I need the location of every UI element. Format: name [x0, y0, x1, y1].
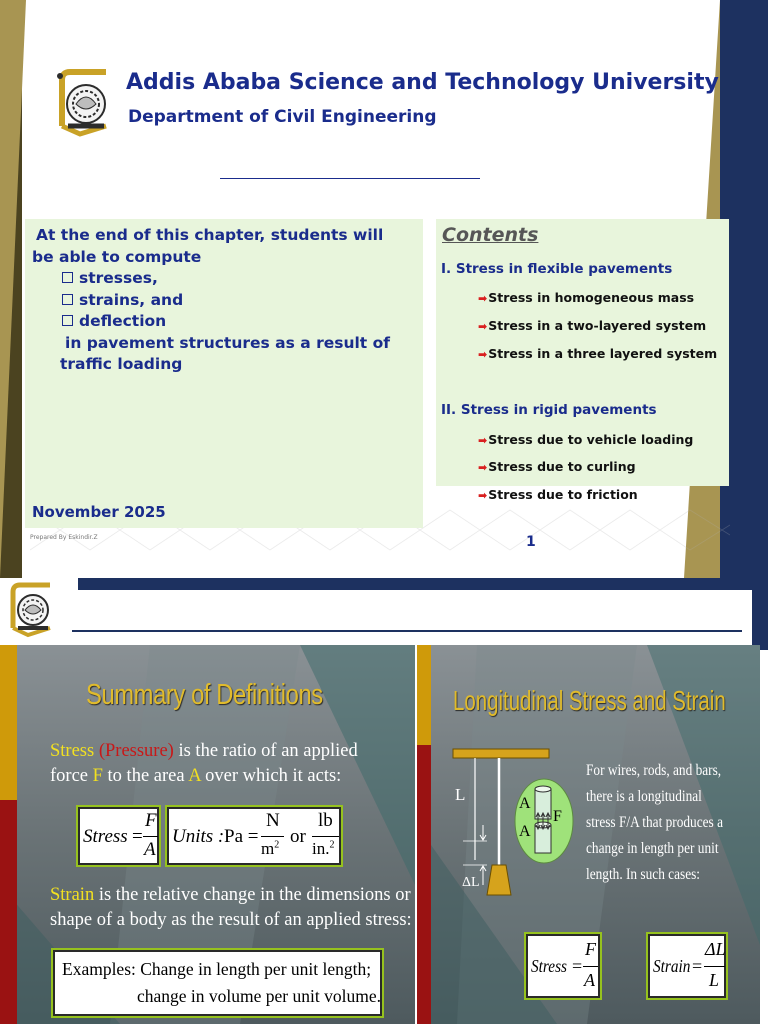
units-equation-box: [167, 807, 341, 865]
red-arrow-bullet-icon: ➡: [478, 292, 488, 305]
definition-text: over which it acts:: [200, 766, 342, 786]
list-item: [62, 268, 415, 290]
eq-denominator: L: [709, 970, 720, 990]
stress-term: Stress: [50, 741, 95, 761]
objectives-intro-line2: be able to compute: [32, 247, 202, 266]
description-line: length. In such cases:: [586, 866, 701, 883]
right-navy-bar: [752, 590, 768, 650]
definition-text: to the area: [102, 766, 189, 786]
pressure-term: (Pressure): [98, 741, 174, 761]
title-underline: [220, 178, 480, 179]
strain-definition-line1: [50, 885, 411, 906]
checkbox-bullet-icon: [62, 294, 73, 305]
strain-equation-box: [648, 934, 726, 998]
units-denominator-m2: $m^2$: [261, 839, 280, 858]
contents-section-2: II. Stress in rigid pavements: [441, 402, 657, 418]
header-rule: [72, 630, 742, 632]
list-item: [62, 290, 415, 312]
red-arrow-bullet-icon: ➡: [478, 320, 488, 333]
area-symbol: A: [188, 766, 201, 786]
fraction-bar: [704, 966, 725, 967]
equals-sign: =: [692, 956, 703, 976]
units-denominator-text: m: [261, 839, 275, 858]
contents-item-text: Stress in homogeneous mass: [488, 290, 695, 305]
units-label: Units :: [172, 826, 225, 847]
description-line: change in length per unit: [586, 840, 719, 857]
contents-title: Contents: [442, 224, 539, 246]
summary-title: Summary of Definitions: [86, 679, 323, 711]
top-navy-bar: [78, 578, 768, 590]
eq-numerator: ΔL: [705, 939, 726, 959]
university-logo: [52, 66, 116, 140]
eq-numerator: F: [145, 810, 157, 831]
gold-accent-bar: [0, 645, 17, 800]
units-denominator-in2: in.$^2$: [312, 839, 335, 858]
red-arrow-bullet-icon: ➡: [478, 461, 488, 474]
description-line: there is a longitudinal: [586, 788, 702, 805]
examples-line2: change in volume per unit volume.: [137, 986, 381, 1006]
eq-denominator: A: [144, 839, 156, 860]
checkbox-bullet-icon: [62, 272, 73, 283]
contents-item: [478, 487, 638, 502]
stress-equation-lhs: Stress: [531, 956, 567, 976]
left-stripe-gold: [0, 0, 26, 578]
delta-length-label: ΔL: [462, 875, 480, 890]
slide-date: November 2025: [32, 503, 166, 521]
units-numerator-lb: lb: [318, 810, 333, 831]
red-arrow-bullet-icon: ➡: [478, 434, 488, 447]
area-label-bottom: A: [519, 823, 531, 840]
fraction-bar: [261, 836, 284, 837]
stress-definition-text: is the ratio of an applied: [173, 741, 358, 761]
equals-sign: =: [132, 826, 143, 847]
contents-item-text: Stress due to curling: [488, 459, 636, 474]
contents-item: [478, 459, 636, 474]
contents-item: [478, 318, 706, 333]
longitudinal-title: Longitudinal Stress and Strain: [453, 685, 726, 716]
contents-item: [478, 290, 694, 305]
contents-item-text: Stress due to vehicle loading: [488, 432, 694, 447]
strain-equation-lhs: Strain: [653, 956, 691, 976]
description-line: stress F/A that produces a: [586, 814, 723, 831]
red-arrow-bullet-icon: ➡: [478, 348, 488, 361]
fraction-bar: [143, 836, 158, 837]
equals-sign: =: [572, 956, 583, 976]
list-item-text: stresses,: [79, 269, 158, 287]
pascal-label: Pa =: [224, 826, 259, 847]
units-or: or: [290, 826, 306, 847]
eq-numerator: F: [585, 939, 596, 959]
list-item: [62, 311, 415, 333]
units-numerator-n: N: [266, 810, 280, 831]
red-accent-bar: [0, 800, 17, 1024]
stress-equation-lhs: Stress: [83, 826, 128, 847]
university-logo: [6, 580, 56, 640]
gold-accent-bar: [417, 645, 431, 745]
stress-definition-line2: [50, 766, 341, 787]
red-accent-bar: [417, 745, 431, 1024]
length-label: L: [455, 785, 466, 804]
university-name: Addis Ababa Science and Technology University: [126, 70, 719, 95]
objectives-tail-line2: traffic loading: [60, 355, 183, 373]
examples-line1: Examples: Change in length per unit length;: [62, 959, 372, 979]
description-line: For wires, rods, and bars,: [586, 762, 722, 779]
contents-section-1: I. Stress in flexible pavements: [441, 261, 673, 277]
department-name: Department of Civil Engineering: [128, 107, 437, 127]
stress-equation-box: [526, 934, 600, 998]
fraction-bar: [583, 966, 598, 967]
list-item-text: deflection: [79, 312, 167, 330]
strain-definition-line2: shape of a body as the result of an applied stress:: [50, 910, 412, 930]
contents-item-text: Stress in a two-layered system: [488, 318, 707, 333]
longitudinal-stress-panel: [417, 645, 760, 1024]
summary-of-definitions-panel: [0, 645, 415, 1024]
objectives-intro-line1: At the end of this chapter, students will: [36, 226, 384, 244]
stress-definition-line1: [50, 741, 358, 762]
contents-item: [478, 432, 693, 447]
contents-item-text: Stress due to friction: [488, 487, 638, 502]
list-item-text: strains, and: [79, 290, 184, 309]
checkbox-bullet-icon: [62, 315, 73, 326]
area-label-top: A: [519, 795, 531, 812]
red-arrow-bullet-icon: ➡: [478, 489, 488, 502]
footer-prepared-by: Prepared By Eskindir.Z: [30, 534, 98, 541]
objectives-list: [62, 268, 415, 333]
objectives-box: [25, 219, 423, 528]
force-symbol: F: [92, 766, 103, 786]
objectives-tail-line1: in pavement structures as a result of: [65, 333, 391, 352]
slide-2: [0, 578, 768, 1024]
contents-item-text: Stress in a three layered system: [488, 346, 718, 361]
units-denominator-text: in.: [312, 839, 330, 858]
definition-text: force: [50, 766, 93, 786]
page-number: 1: [526, 534, 536, 550]
fraction-bar: [312, 836, 339, 837]
stress-equation-box: [78, 807, 159, 865]
force-label: F: [553, 808, 562, 825]
strain-term: Strain: [50, 885, 95, 905]
wire-stretch-diagram: [447, 745, 587, 925]
strain-definition-text: is the relative change in the dimensions or: [94, 885, 411, 905]
objectives-tail: [60, 333, 415, 376]
contents-item: [478, 346, 717, 361]
eq-denominator: A: [584, 970, 595, 990]
examples-box: [53, 950, 382, 1016]
